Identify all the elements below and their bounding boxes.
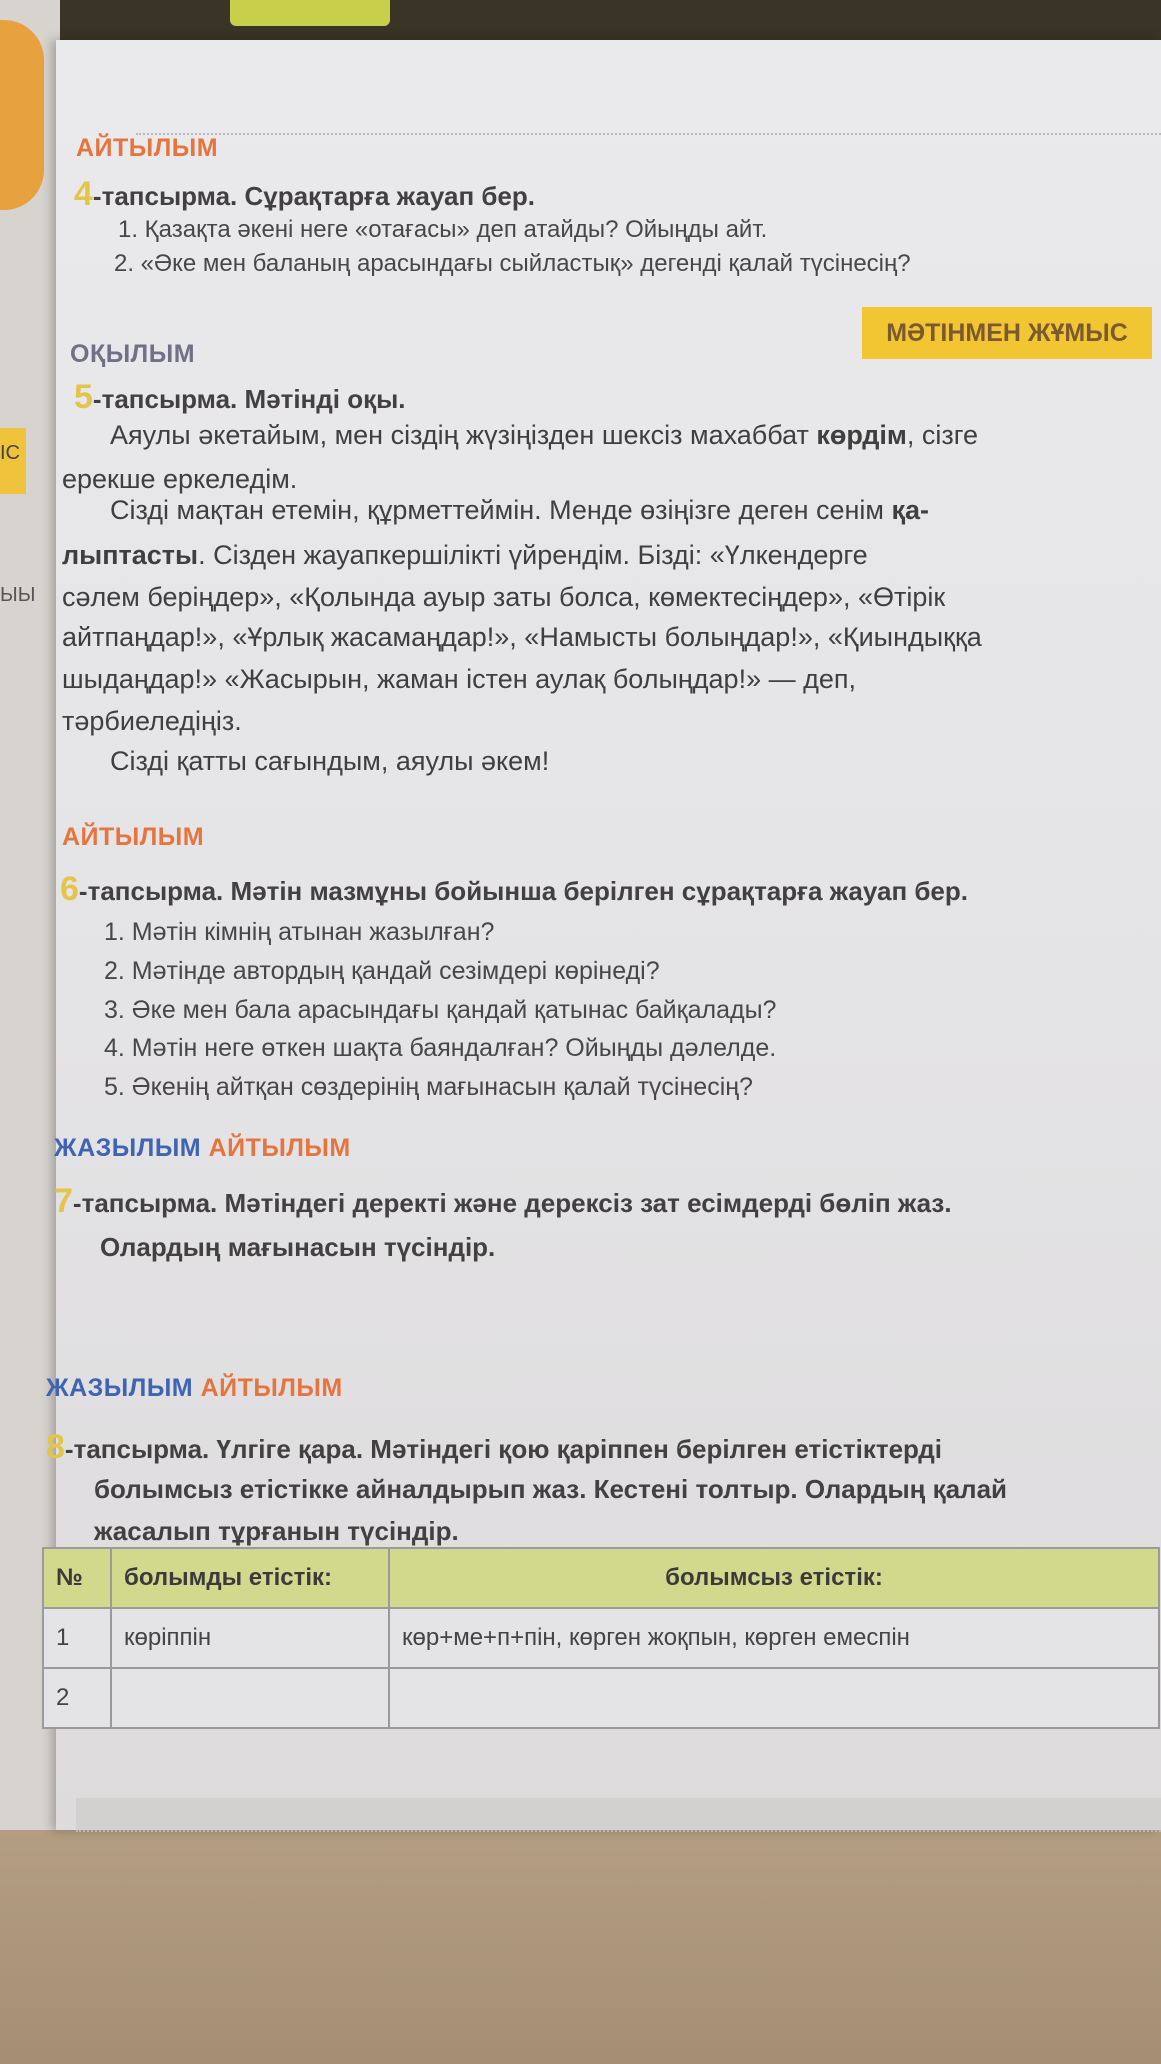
dotted-divider bbox=[76, 1830, 1161, 1832]
yellow-object bbox=[230, 0, 390, 26]
task-number: 8 bbox=[46, 1428, 65, 1466]
text-run: . Сізден жауапкершілікті үйрендім. Бізді: «Үлкендерге bbox=[198, 540, 868, 570]
question: 1. Қазақта әкені неге «отағасы» деп атайды? Ойыңды айт. bbox=[118, 216, 768, 243]
bold-verb: көрдім bbox=[816, 420, 907, 450]
paragraph-line: Сізді қатты сағындым, аяулы әкем! bbox=[110, 746, 550, 776]
section-label-speaking: АЙТЫЛЫМ bbox=[76, 134, 219, 162]
text-run: , сізге bbox=[906, 420, 979, 450]
section-label-reading: ОҚЫЛЫМ bbox=[70, 340, 196, 368]
orange-tab-decoration bbox=[0, 20, 44, 210]
task-title: -тапсырма. Мәтін мазмұны бойынша берілген сұрақтарға жауап бер. bbox=[78, 876, 968, 906]
question: 1. Мәтін кімнің атынан жазылған? bbox=[104, 918, 495, 946]
section-label-speaking: АЙТЫЛЫМ bbox=[208, 1134, 351, 1162]
cell: көріппін bbox=[111, 1608, 389, 1668]
cell: 1 bbox=[43, 1608, 111, 1668]
task-title-line: жасалып тұрғанын түсіндір. bbox=[94, 1516, 459, 1546]
cell: көр+ме+п+пін, көрген жоқпын, көрген емеспін bbox=[389, 1608, 1159, 1668]
task-title: -тапсырма. Мәтінді оқы. bbox=[92, 384, 406, 414]
paragraph-line: ерекше еркеледім. bbox=[62, 464, 298, 494]
cell bbox=[389, 1668, 1159, 1728]
task-number: 5 bbox=[74, 378, 93, 416]
text-run: Аяулы әкетайым, мен сіздің жүзіңізден шексіз махаббат bbox=[110, 420, 817, 450]
section-label-writing-speaking bbox=[54, 1134, 351, 1163]
header-number: № bbox=[43, 1548, 111, 1608]
task-7-heading bbox=[54, 1182, 952, 1221]
background-top bbox=[0, 0, 1161, 40]
question: 5. Әкенің айтқан сөздерінің мағынасын қалай түсінесің? bbox=[104, 1073, 753, 1101]
task-title: -тапсырма. Мәтіндегі деректі және дерексіз зат есімдерді бөліп жаз. bbox=[72, 1188, 952, 1218]
header-positive-verb: болымды етістік: bbox=[111, 1548, 389, 1608]
paragraph-line bbox=[110, 495, 929, 526]
cell: 2 bbox=[43, 1668, 111, 1728]
dotted-divider bbox=[136, 133, 1161, 135]
question: 2. Мәтінде автордың қандай сезімдері көрінеді? bbox=[104, 957, 660, 985]
question: 3. Әке мен бала арасындағы қандай қатынас байқалады? bbox=[104, 996, 777, 1024]
section-label-speaking: АЙТЫЛЫМ bbox=[200, 1374, 343, 1402]
section-label-writing: ЖАЗЫЛЫМ bbox=[54, 1134, 202, 1162]
paragraph-line bbox=[110, 420, 978, 451]
table-row bbox=[43, 1668, 1159, 1728]
task-5-heading bbox=[74, 378, 406, 417]
task-number: 6 bbox=[60, 870, 79, 908]
paragraph-line: шыдаңдар!» «Жасырын, жаман істен аулақ болыңдар!» — деп, bbox=[62, 664, 856, 694]
question: 4. Мәтін неге өткен шақта баяндалған? Ойыңды дәлелде. bbox=[104, 1034, 777, 1062]
task-8-heading bbox=[46, 1428, 942, 1467]
cell bbox=[111, 1668, 389, 1728]
side-text: ЫЫ bbox=[0, 584, 36, 606]
paragraph-line: тәрбиеледіңіз. bbox=[62, 706, 242, 736]
side-tab: ІС bbox=[0, 428, 26, 494]
page-bottom-band bbox=[76, 1798, 1161, 1830]
paragraph-line bbox=[62, 540, 1107, 571]
bold-verb: қа- bbox=[891, 495, 930, 525]
paragraph-line: сәлем беріңдер», «Қолында ауыр заты болса, көмектесіңдер», «Өтірік bbox=[62, 582, 946, 612]
section-label-speaking: АЙТЫЛЫМ bbox=[62, 823, 205, 851]
table-header-row bbox=[43, 1548, 1159, 1608]
task-number: 7 bbox=[54, 1182, 73, 1220]
section-label-writing-speaking bbox=[46, 1374, 343, 1403]
task-4-heading bbox=[74, 175, 535, 214]
verb-table bbox=[42, 1547, 1160, 1729]
task-title: -тапсырма. Сұрақтарға жауап бер. bbox=[92, 181, 535, 211]
table-surface bbox=[0, 1830, 1161, 2064]
task-number: 4 bbox=[74, 175, 93, 213]
bold-verb: лыптасты bbox=[62, 540, 199, 570]
task-6-heading bbox=[60, 870, 968, 909]
task-title-line: болымсыз етістікке айналдырып жаз. Кестені толтыр. Олардың қалай bbox=[94, 1474, 1008, 1504]
section-label-writing: ЖАЗЫЛЫМ bbox=[46, 1374, 194, 1402]
text-work-banner: МӘТІНМЕН ЖҰМЫС bbox=[862, 307, 1152, 359]
task-title-line: Олардың мағынасын түсіндір. bbox=[100, 1232, 496, 1262]
text-run: Сізді мақтан етемін, құрметтеймін. Менде өзіңізге деген сенім bbox=[110, 495, 892, 525]
paragraph-line: айтпаңдар!», «Ұрлық жасамаңдар!», «Намысты болыңдар!», «Қиындыққа bbox=[62, 622, 982, 652]
header-negative-verb: болымсыз етістік: bbox=[389, 1548, 1159, 1608]
question: 2. «Әке мен баланың арасындағы сыйластық» дегенді қалай түсінесің? bbox=[114, 250, 911, 277]
table-row bbox=[43, 1608, 1159, 1668]
task-title: -тапсырма. Үлгіге қара. Мәтіндегі қою қаріппен берілген етістіктерді bbox=[64, 1434, 943, 1464]
